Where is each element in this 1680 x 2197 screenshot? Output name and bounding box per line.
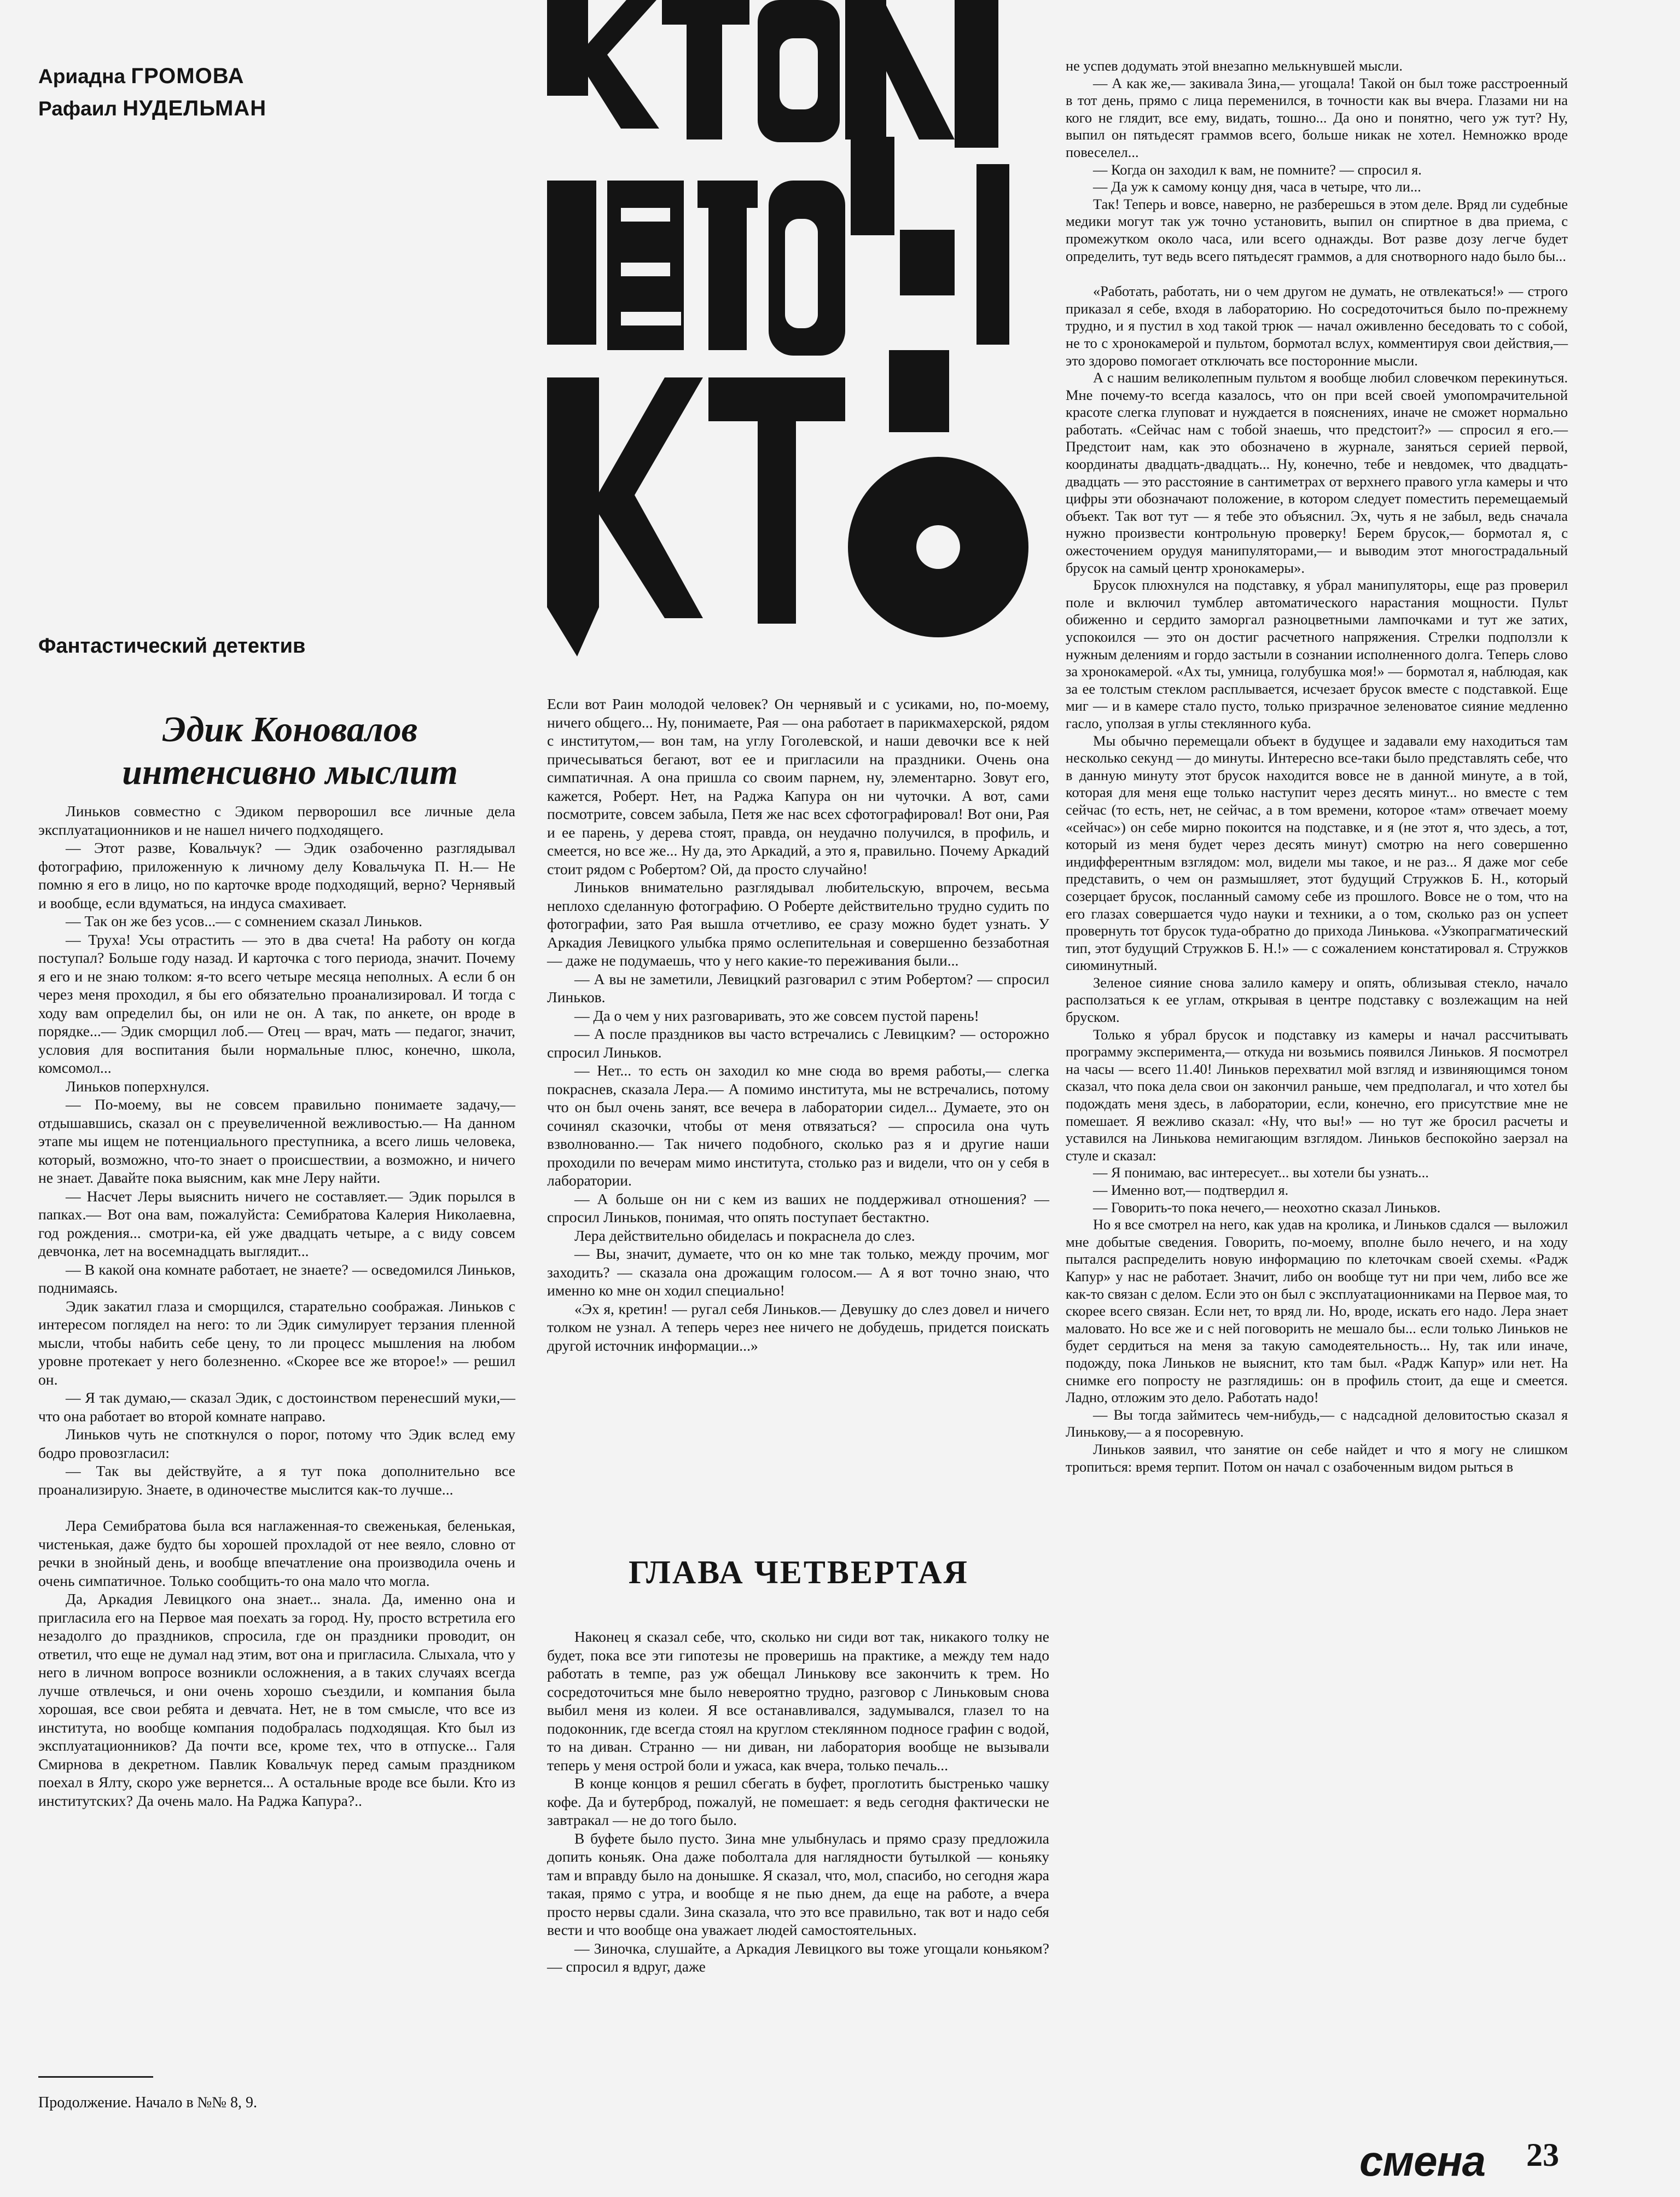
- paragraph: Эдик закатил глаза и сморщился, старательно соображая. Линьков с интересом поглядел на него: то ли Эдик симулирует терзания пленной мысли, чтобы набить себе цену, то ли процесс мышления на любом уровне протекает у него болезненно. «Скорее все же второе!» — решил он.: [38, 1297, 515, 1388]
- paragraph: «Работать, работать, ни о чем другом не думать, не отвлекаться!» — строго приказал я себе, входя в лабораторию. Но сосредоточиться было по-прежнему трудно, и я пустил в ход такой трюк — начал оживленно беседовать то с собой, не то с хронокамерой и пультом, бормотал вслух, комментируя свои действия,— это здорово помогает отключать все посторонние мысли.: [1066, 283, 1568, 369]
- paragraph: Наконец я сказал себе, что, сколько ни сиди вот так, никакого толку не будет, пока все эти гипотезы не проверишь на практике, а между тем надо работать в темпе, раз уж обещал Линькову все закончить к трем. Но сосредоточиться мне было невероятно трудно, разговор с Линьковым снова выбил меня из колеи. Я все останавливался, задумывался, глазел то на подоконник, где всегда стоял на круглом стеклянном подносе графин с водой, то на диван. Странно — ни диван, ни лаборатория вообще не вызывали теперь у меня острой боли и ужаса, как вчера, только печаль...: [547, 1628, 1049, 1774]
- paragraph: не успев додумать этой внезапно мелькнувшей мысли.: [1066, 57, 1403, 74]
- paragraph: — Так он же без усов...— с сомнением сказал Линьков.: [66, 912, 423, 929]
- paragraph: Если вот Раин молодой человек? Он чернявый и с усиками, но, по-моему, ничего общего... Ну, понимаете, Рая — она работает в парикмахерской, рядом с институтом,— вон там, на углу Гоголевской, и наши девочки все к ней причесываться бегают, вот ее и пригласили на праздники. Очень она симпатичная. А она пришла со своим парнем, ну, элементарно. Зовут его, кажется, Роберт. Нет, на Раджа Капура он ни чуточки. А вот, сами посмотрите, совсем забыла, Петя же нас всех сфотографировал! Вот они, Рая и ее парень, у дерева стоят, правда, он неудачно получился, в профиль, и смеется, но все же... Ну да, это Аркадий, а это я, правильно. Почему Аркадий стоит рядом с Робертом? Ой, да просто случайно!: [547, 695, 1049, 877]
- paragraph: Лера Семибратова была вся наглаженная-то свеженькая, беленькая, чистенькая, даже будто бы хорошей прохладой от нее веяло, словно от речки в знойный день, и вообще впечатление она производила очень и очень симпатичное. Только сообщить-то она мало что могла.: [38, 1517, 515, 1589]
- paragraph: — Этот разве, Ковальчук? — Эдик озабоченно разглядывал фотографию, приложенную к личному делу Ковальчука П. Н.— Не помню я его в лицо, но по карточке вроде подходящий, верно? Чернявый и вообще, если вдуматься, на индуса смахивает.: [38, 839, 515, 911]
- footnote-rule: [38, 2076, 153, 2078]
- title-art: [539, 0, 1031, 681]
- paragraph: Зеленое сияние снова залило камеру и опять, облизывая стекло, начало расползаться к ее углам, открывая в центре подставку с возлежащим на ней бруском.: [1066, 974, 1568, 1026]
- text-column-1: [38, 802, 515, 1810]
- text-column-3: [547, 1628, 1049, 1976]
- chapter-4-title: ГЛАВА ЧЕТВЕРТАЯ: [629, 1554, 969, 1590]
- paragraph: — А как же,— закивала Зина,— угощала! Такой он был тоже расстроенный в тот день, прямо с лица переменился, в точности как вы вчера. Глазами ни на кого не глядит, все ему, видать, тошно... Да оно и понятно, чего уж тут? Ну, выпил он пятьдесят граммов всего, больше никак не хотел. Немножко вроде повеселел...: [1066, 74, 1568, 160]
- text-column-2: [547, 695, 1049, 1355]
- author-1-last: ГРОМОВА: [131, 64, 245, 88]
- author-1-first: Ариадна: [38, 65, 126, 88]
- paragraph: Линьков внимательно разглядывал любительскую, впрочем, весьма неплохо сделанную фотографию. О Роберте действительно трудно судить по фотографии, зато Рая вышла отчетливо, ее сразу можно будет узнать. У Аркадия Левицкого улыбка прямо ослепительная и совершенно беззаботная — даже не подумаешь, что у него какие-то переживания были...: [547, 879, 1049, 969]
- genre-label: Фантастический детектив: [38, 635, 306, 658]
- paragraph: — Вы тогда займитесь чем-нибудь,— с надсадной деловитостью сказал я Линькову,— а я посоревную.: [1066, 1406, 1568, 1440]
- paragraph: А с нашим великолепным пультом я вообще любил словечком перекинуться. Мне почему-то всегда казалось, что он при всей своей умопомрачительной красоте слегка глуповат и нуждается в пояснениях, иначе не сможет нормально работать. «Сейчас нам с тобой знаешь, что предстоит?» — спросил я его.— Предстоит нам, как это обозначено в журнале, заняться серией первой, координаты двадцать-двадцать... Ну, конечно, тебе и невдомек, что двадцать-двадцать — это расстояние в сантиметрах от верхнего правого угла камеры и что цифры эти обозначают положение, в котором следует поместить перемещаемый объект. Так вот тут — я тебе это объяснил. Эх, чуть я не забыл, ведь сначала нужно произвести контрольную проверку! Берем брусок,— бормотал я, с ожесточением орудуя манипуляторами,— и выводим этот многострадальный брусок на самый центр хронокамеры».: [1066, 369, 1568, 576]
- author-2-last: НУДЕЛЬМАН: [123, 96, 267, 120]
- paragraph: Лера действительно обиделась и покраснела до слез.: [574, 1227, 915, 1244]
- paragraph: Брусок плюхнулся на подставку, я убрал манипуляторы, еще раз проверил поле и включил тумблер автоматического нарастания мощности. Пульт обиженно и сердито заморгал разноцветными лампочками и тут же затих, успокоился — это он достиг расчетного напряжения. Стрелки подползли к нужным делениям и гордо застыли в сознании исполненного долга. Теперь слово за хронокамерой. «Ах ты, умница, голубушка моя!» — бормотал я, наблюдая, как за ее толстым стеклом расплывается, исчезает брусок вместе с подставкой. Еще миг — и в камере стало пусто, только призрачное зеленоватое сияние медленно гасло, уползая в углы стеклянного куба.: [1066, 577, 1568, 731]
- page-number: 23: [1526, 2137, 1559, 2173]
- paragraph: — Когда он заходил к вам, не помните? — спросил я.: [1093, 161, 1422, 178]
- paragraph: — Да уж к самому концу дня, часа в четыре, что ли...: [1093, 178, 1421, 195]
- paragraph: — В какой она комнате работает, не знаете? — осведомился Линьков, поднимаясь.: [38, 1260, 515, 1296]
- paragraph: — Насчет Леры выяснить ничего не составляет.— Эдик порылся в папках.— Вот она вам, пожалуйста: Семибратова Калерия Николаевна, год рождения... смотри-ка, ей уже двадцать четыре, а с виду совсем девчонка, лет на восемнадцать выглядит...: [38, 1187, 515, 1259]
- paragraph: — А после праздников вы часто встречались с Левицким? — осторожно спросил Линьков.: [547, 1025, 1049, 1061]
- paragraph: — Труха! Усы отрастить — это в два счета! На работу он когда поступал? Больше году назад. И карточка с того периода, значит. Почему я его и не знаю толком: я-то всего четыре месяца неполных. А если б он через меня проходил, я бы его обязательно проанализировал. И тогда с ходу вам определил бы, он или не он. А так, по анкете, он вроде в порядке...— Эдик сморщил лоб.— Отец — врач, мать — педагог, значит, условия для воспитания были нормальные плюс, конечно, школа, комсомол...: [38, 931, 515, 1076]
- text-column-4: [1066, 57, 1568, 1475]
- paragraph: Линьков совместно с Эдиком перворошил все личные дела эксплуатационников и не нашел ничего подходящего.: [38, 803, 515, 838]
- authors-block: [38, 60, 266, 125]
- paragraph: — А больше он ни с кем из ваших не поддерживал отношения? — спросил Линьков, понимая, что опять поступает бестактно.: [547, 1190, 1049, 1225]
- paragraph: — Так вы действуйте, а я тут пока дополнительно все проанализирую. Знаете, в одиночестве мыслится как-то лучше...: [38, 1462, 515, 1498]
- author-2-first: Рафаил: [38, 97, 117, 120]
- paragraph: — Да о чем у них разговаривать, это же совсем пустой парень!: [574, 1007, 979, 1024]
- paragraph: Линьков заявил, что занятие он себе найдет и что я могу не слишком тропиться: время терпит. Потом он начал с озабоченным видом рыться в: [1066, 1440, 1568, 1475]
- paragraph: — Вы, значит, думаете, что он ко мне так только, между прочим, мог заходить? — сказала она дрожащим голосом.— А я вот точно знаю, что именно ко мне он ходил специально!: [547, 1245, 1049, 1299]
- paragraph: Мы обычно перемещали объект в будущее и задавали ему находиться там несколько секунд — до минуты. Интересно все-таки было представлять себе, что в данную минуту этот брусок находится вовсе не в данной минуте, а в той, которая для меня еще только наступит через десять минут... но вместе с тем сейчас (то есть, нет, не сейчас, а в том времени, которое «там» отвечает моему «сейчас») он себе мирно покоится на подставке, и я (не этот я, что здесь, а тот, который из меня будет через десять минут) смотрю на него совершенно индифферентным взглядом: мол, видели мы такое, и не раз... Я даже мог себе представить, о чем он размышляет, этот будущий Стружков Б. Н., который созерцает брусок, посланный самому себе из прошлого. Вовсе не о том, что на его глазах совершается чудо науки и техники, а о том, сколько раз он успеет провернуть тот брусок туда-обратно до прихода Линькова. «Узкопрагматический тип, этот будущий Стружков Б. Н.!» — с сожалением констатировал я. Стружков сиюминутный.: [1066, 732, 1568, 974]
- paragraph: — Именно вот,— подтвердил я.: [1093, 1182, 1289, 1198]
- paragraph: Да, Аркадия Левицкого она знает... знала. Да, именно она и пригласила его на Первое мая поехать за город. Ну, просто встретила его незадолго до праздников, спросила, где он праздники проводит, он ответил, что еще не думал над этим, вот она и пригласила. Слыхала, что у него в личном вопросе возникли осложнения, а в таких случаях всегда лучше отвлечься, и они очень хорошо съездили, и компания была хорошая, все свои ребята и девчата. Нет, не в том смысле, что все из института, но вообще компания подобралась подходящая. Кто был из эксплуатационников? Да почти все, кроме тех, что в отпуске... Галя Смирнова в декретном. Павлик Ковальчук перед самым праздником поехал в Ялту, скоро уже вернется... А остальные вроде все были. Кто из институтских? Да очень мало. На Раджа Капура?..: [38, 1590, 515, 1809]
- paragraph: — А вы не заметили, Левицкий разговарил с этим Робертом? — спросил Линьков.: [547, 970, 1049, 1005]
- author-2: [38, 92, 266, 125]
- paragraph: — Говорить-то пока нечего,— неохотно сказал Линьков.: [1093, 1199, 1441, 1216]
- paragraph: — Нет... то есть он заходил ко мне сюда во время работы,— слегка покраснев, сказала Лера.— А помимо института, мы не встречались, потому что он был очень занят, все вечера в лаборатории сидел... Думаете, это он сочинял сказочки, чтобы от меня отвязаться? — спросила она чуть взволнованно.— Так ничего подобного, сколько раз я и другие наши проходили по вечерам мимо института, столько раз и видели, что он у себя в лаборатории.: [547, 1062, 1049, 1189]
- paragraph: — Зиночка, слушайте, а Аркадия Левицкого вы тоже угощали коньяком? — спросил я вдруг, даже: [547, 1939, 1049, 1975]
- author-1: [38, 60, 266, 92]
- paragraph: «Эх я, кретин! — ругал себя Линьков.— Девушку до слез довел и ничего толком не узнал. А теперь через нее ничего не добудешь, придется поискать другой источник информации...»: [547, 1300, 1049, 1354]
- magazine-logo: смена: [1359, 2137, 1485, 2185]
- paragraph: — По-моему, вы не совсем правильно понимаете задачу,— отдышавшись, сказал он с преувеличенной вежливостью.— На данном этапе мы ищем не потенциального преступника, а всего лишь человека, который, возможно, что-то знает о происшествии, а возможно, и ничего не знает. Давайте пока выясним, как мне Леру найти.: [38, 1096, 515, 1186]
- paragraph: Линьков поперхнулся.: [66, 1077, 210, 1095]
- paragraph: — Я понимаю, вас интересует... вы хотели бы узнать...: [1093, 1164, 1429, 1181]
- paragraph: Линьков чуть не споткнулся о порог, потому что Эдик вслед ему бодро провозгласил:: [38, 1426, 515, 1461]
- paragraph: В буфете было пусто. Зина мне улыбнулась и прямо сразу предложила допить коньяк. Она даже поболтала для наглядности бутылкой — коньяку там и вправду было на донышке. Я сказал, что, мол, спасибо, но сегодня жара такая, прямо с утра, и вообще я не пью днем, да еще на работе, а вчера просто нервы сдали. Зина сказала, что это все правильно, так вот и надо себя вести и что вообще она уважает людей самостоятельных.: [547, 1829, 1049, 1938]
- chapter-title: Эдик Коновалов интенсивно мыслит: [122, 710, 458, 792]
- paragraph: Только я убрал брусок и подставку из камеры и начал рассчитывать программу эксперимента,— откуда ни возьмись появился Линьков. Я посмотрел на часы — всего 11.40! Линьков перехватил мой взгляд и извиняющимся тоном сказал, что пока дела свои он закончил раньше, чем предполагал, и что хотел бы подождать меня здесь, в лаборатории, если, конечно, его присутствие мне не помешает. Я вежливо сказал: «Ну, что вы!» — но тут же бросил расчеты и уставился на Линькова немигающим взглядом. Линьков беспокойно заерзал на стуле и сказал:: [1066, 1026, 1568, 1164]
- paragraph: — Я так думаю,— сказал Эдик, с достоинством перенесший муки,— что она работает во второй комнате направо.: [38, 1389, 515, 1425]
- paragraph: В конце концов я решил сбегать в буфет, проглотить быстренько чашку кофе. Да и бутерброд, пожалуй, не помешает: я ведь сегодня фактически не завтракал — не до того было.: [547, 1775, 1049, 1828]
- paragraph: Так! Теперь и вовсе, наверно, не разберешься в этом деле. Вряд ли судебные медики могут так уж точно установить, выпил он спиртное в два приема, с промежутком около часа, или всего однажды. Вот разве дозу легче будет определить, тут ведь всего пятьдесят граммов, а для снотворного надо было бы...: [1066, 195, 1568, 264]
- paragraph: Но я все смотрел на него, как удав на кролика, и Линьков сдался — выложил мне добытые сведения. Говорить, по-моему, вполне было нечего, и на ходу пытался распределить новую информацию по клеточкам своей схемы. «Радж Капур» у нас не работает. Значит, либо он вообще тут ни при чем, либо все же как-то связан с делом. Если это он был с эксплуатационниками на Первое мая, то скорее всего связан. Если нет, то вряд ли. Но, вроде, искать его надо. Лера знает маловато. Но все же и с ней поговорить не мешало бы... если только Линьков не будет сердиться на меня за такую самодеятельность... Ну, так или иначе, подожду, пока Линьков не выяснит, кто там был. «Радж Капур» или нет. На снимке его попросту не разглядишь: он в профиль стоит, да еще и смеется. Ладно, отложим это дело. Работать надо!: [1066, 1216, 1568, 1406]
- continuation-note: Продолжение. Начало в №№ 8, 9.: [38, 2094, 257, 2111]
